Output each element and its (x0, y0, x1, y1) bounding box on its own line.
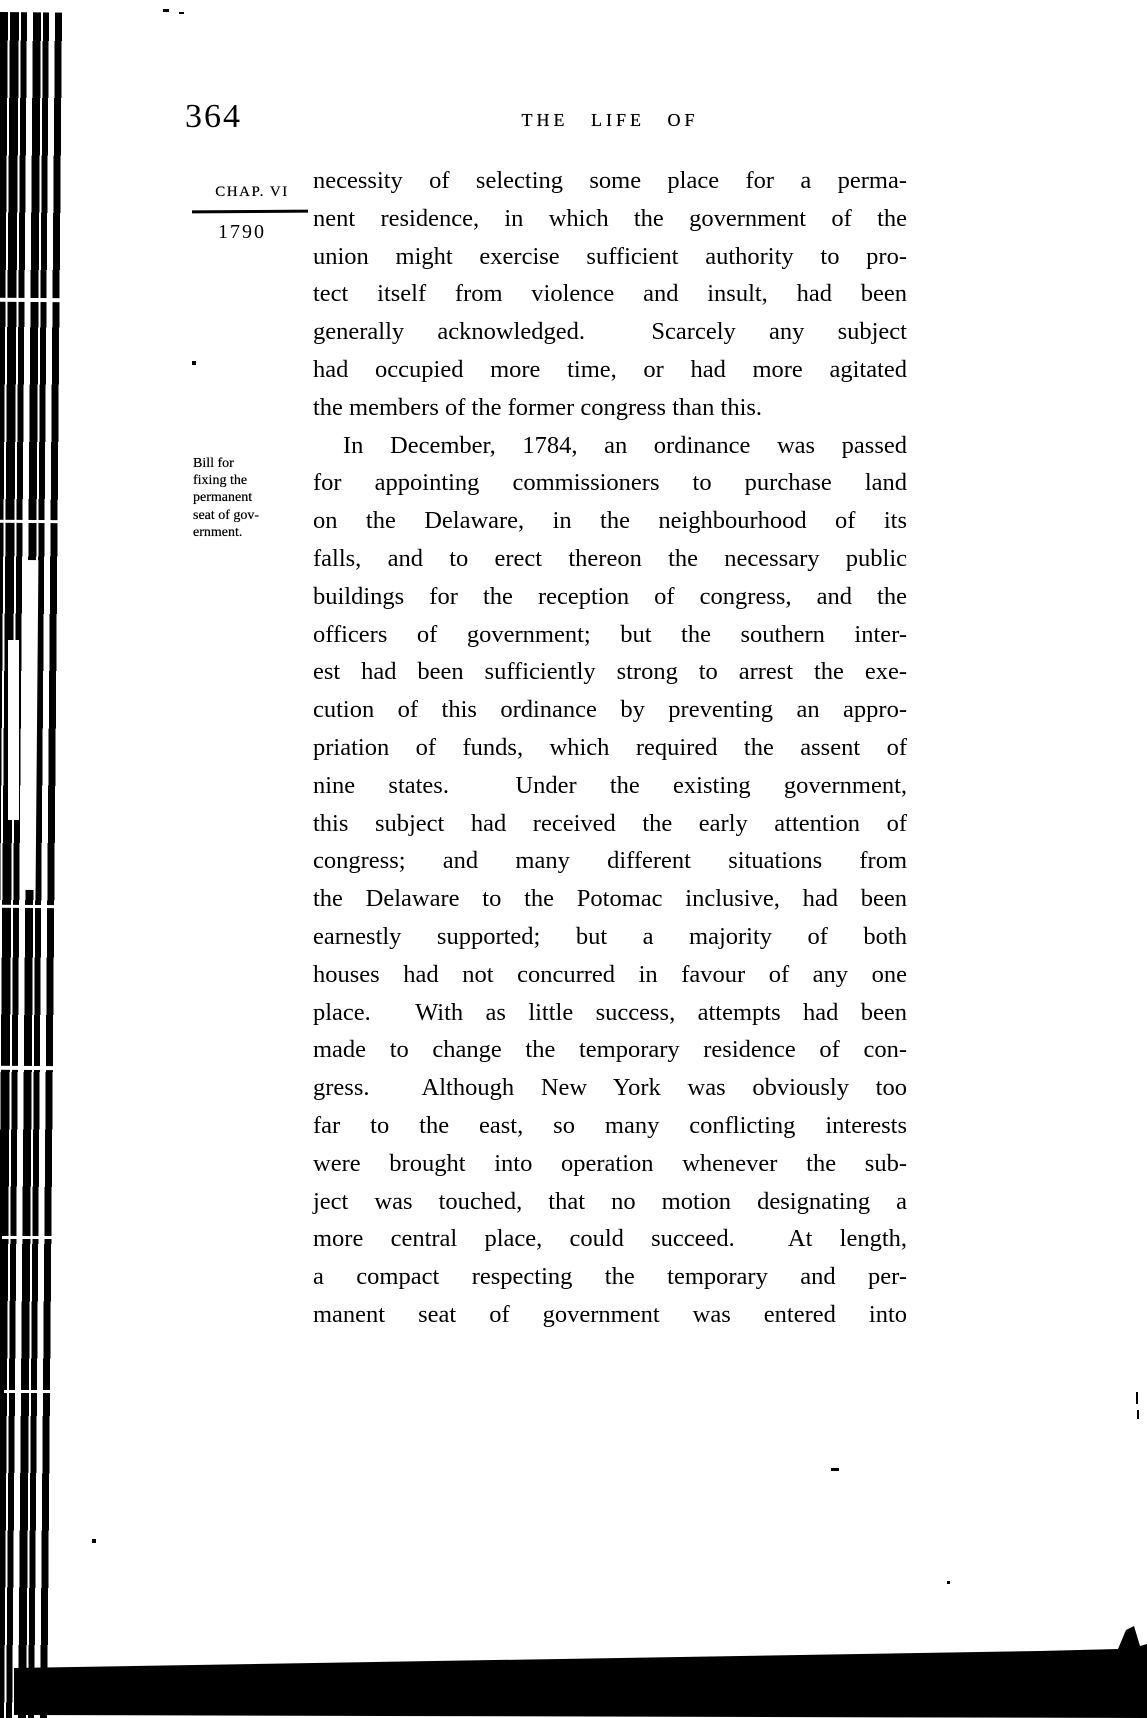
scan-gutter-gap (0, 905, 70, 908)
text-line: congress; and many different situations from (313, 847, 907, 875)
text-line: ject was touched, that no motion designating a (313, 1187, 907, 1215)
text-line: for appointing commissioners to purchase land (313, 469, 907, 497)
text-line: gress. Although New York was obviously too (313, 1074, 907, 1102)
margin-note (193, 455, 313, 541)
text-line: necessity of selecting some place for a perma- (313, 167, 907, 194)
text-line: nent residence, in which the government of the (313, 204, 907, 232)
text-line: a compact respecting the temporary and per- (313, 1263, 907, 1291)
scan-speck (1136, 1392, 1138, 1404)
text-line: union might exercise sufficient authority to pro- (313, 242, 907, 270)
scan-speck (179, 12, 184, 14)
text-line: generally acknowledged. Scarcely any subject (313, 318, 907, 346)
margin-note-line: fixing the (193, 473, 248, 489)
text-line: falls, and to erect thereon the necessary public (313, 544, 907, 572)
body-text (313, 162, 907, 1334)
text-line: made to change the temporary residence of con- (313, 1036, 907, 1064)
scan-gutter-gap (0, 1066, 72, 1071)
scan-gutter-gap (4, 1390, 76, 1393)
scan-speck (125, 1690, 128, 1693)
date-label: 1790 (218, 221, 266, 243)
text-line: cution of this ordinance by preventing an appro- (313, 696, 907, 724)
running-header: THE LIFE OF (521, 110, 699, 130)
scan-gutter-gap (0, 520, 70, 524)
scan-speck (1137, 1410, 1139, 1419)
text-line: on the Delaware, in the neighbourhood of its (313, 507, 907, 535)
text-line: place. With as little success, attempts had been (313, 998, 907, 1026)
text-line: far to the east, so many conflicting interests (313, 1111, 907, 1139)
scan-speck (163, 9, 169, 12)
margin-note-line: permanent (193, 490, 253, 506)
text-line: the members of the former congress than this. (313, 393, 763, 421)
scan-gutter-gap (0, 298, 70, 303)
text-line: tect itself from violence and insult, had been (313, 280, 907, 308)
text-line: had occupied more time, or had more agitated (313, 355, 907, 383)
text-line: buildings for the reception of congress, and the (313, 582, 907, 610)
text-line: officers of government; but the southern inter- (313, 620, 907, 648)
scan-speck (831, 1468, 839, 1471)
text-line: nine states. Under the existing government, (313, 771, 907, 799)
text-line: the Delaware to the Potomac inclusive, had been (313, 885, 907, 913)
text-line: more central place, could succeed. At length, (313, 1225, 907, 1253)
text-line: In December, 1784, an ordinance was passed (343, 431, 907, 459)
text-line: were brought into operation whenever the sub- (313, 1149, 907, 1177)
scan-gutter-gap (8, 640, 19, 820)
text-line: this subject had received the early attention of (313, 809, 907, 837)
scan-speck (947, 1581, 950, 1584)
margin-note-line: ernment. (193, 524, 243, 540)
text-line: priation of funds, which required the assent of (313, 733, 907, 761)
chapter-label: CHAP. VI (215, 184, 289, 200)
text-line: manent seat of government was entered into (313, 1300, 907, 1328)
text-line: houses had not concurred in favour of any one (313, 960, 907, 988)
scan-gutter-gap (2, 1236, 74, 1239)
text-line: earnestly supported; but a majority of both (313, 922, 907, 950)
margin-rule (192, 210, 308, 213)
page-number: 364 (185, 98, 242, 135)
scan-bottom-bar (0, 1620, 1147, 1718)
margin-note-line: Bill for (193, 456, 234, 471)
margin-note-line: seat of gov- (193, 507, 260, 523)
scan-speck (192, 361, 196, 365)
text-line: est had been sufficiently strong to arrest the exe- (313, 658, 907, 686)
scan-speck (92, 1539, 96, 1543)
